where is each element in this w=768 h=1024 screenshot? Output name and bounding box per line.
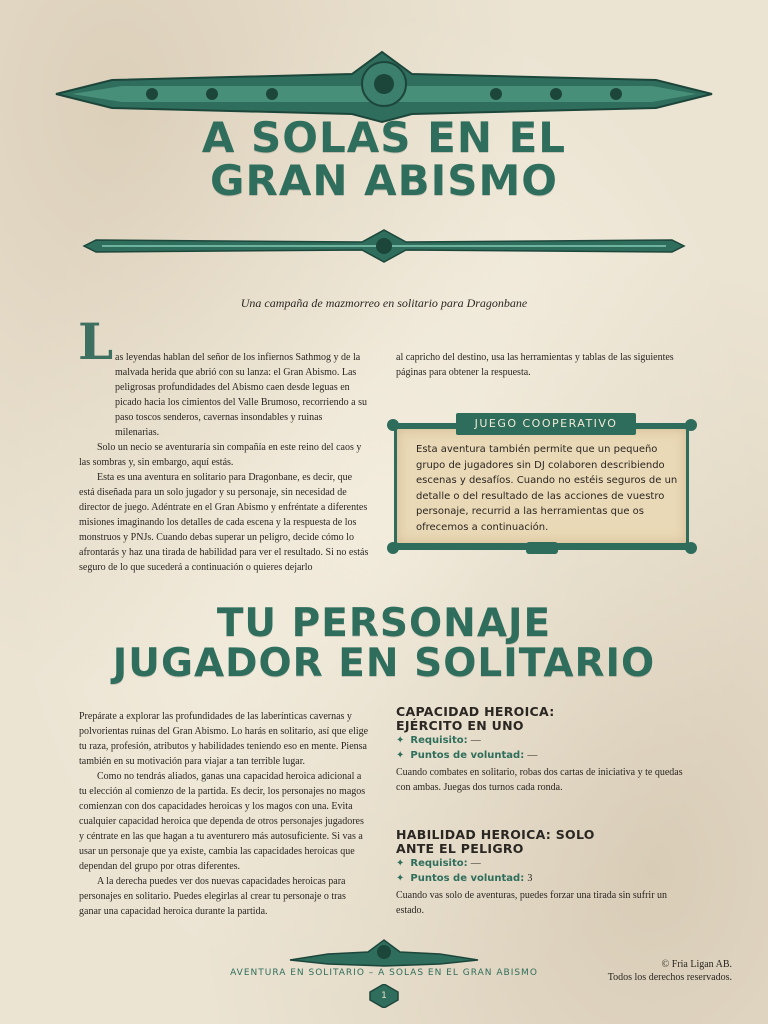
- coop-box-text: Esta aventura también permite que un pequeño grupo de jugadores sin DJ colaboren describiendo escenas y desafíos. Cuando no estéis seguros de un detalle o del resultado de las acciones de vuestro personaje, recurrid a las herramientas que os ofrecemos a continuación.: [416, 444, 678, 533]
- section-paragraph: A la derecha puedes ver dos nuevas capacidades heroicas para personajes en solitario. Puedes elegirlas al crear tu personaje o tras ganar una capacidad heroica durante la partida.: [79, 876, 346, 917]
- footer-ornament: [288, 938, 480, 968]
- ability-requirement: [396, 856, 696, 871]
- copyright-notice: [560, 958, 732, 984]
- page-title-line-1: A SOLAS EN EL: [201, 113, 567, 162]
- subtitle: Una campaña de mazmorreo en solitario para Dragonbane: [240, 296, 528, 310]
- page-title: [0, 113, 768, 205]
- heroic-ability-alone-against-danger: [396, 828, 696, 918]
- bullet-icon: ✦: [396, 735, 405, 746]
- ability-description: Cuando combates en solitario, robas dos cartas de iniciativa y te quedas con ambas. Juegas dos turnos cada ronda.: [396, 767, 683, 793]
- top-ornament: [52, 44, 716, 124]
- requirement-value: —: [470, 735, 481, 746]
- section-title-line-1: TU PERSONAJE: [216, 601, 552, 646]
- ability-title-line: ANTE EL PELIGRO: [396, 841, 524, 856]
- intro-column-2: al capricho del destino, usa las herramientas y tablas de las siguientes páginas para obtener la respuesta.: [396, 352, 674, 378]
- section-title: [0, 601, 768, 686]
- intro-paragraph: Solo un necio se aventuraría sin compañía en este reino del caos y las sombras y, sin embargo, aquí estás.: [79, 442, 362, 468]
- section-paragraph: Prepárate a explorar las profundidades de las laberínticas cavernas y polvorientas ruinas del Gran Abismo. Lo harás en solitario, así que elige tu raza, profesión, atributos y habilidades teniendo eso en mente. Piensa también en su motivación para viajar a tan terrible lugar.: [79, 711, 369, 767]
- coop-box-bottom-border-ornament: [386, 541, 698, 555]
- ability-willpower: [396, 748, 696, 763]
- title-divider-ornament: [82, 228, 686, 264]
- ability-title-line: HABILIDAD HEROICA: SOLO: [396, 827, 595, 842]
- ability-title: [396, 828, 696, 856]
- heroic-ability-army-of-one: [396, 705, 696, 795]
- coop-box-header: JUEGO COOPERATIVO: [456, 413, 636, 435]
- intro-paragraph: Esta es una aventura en solitario para Dragonbane, es decir, que está diseñada para un solo jugador y su personaje, sin necesidad de director de juego. Adéntrate en el Gran Abismo y enfréntate a diferentes misiones imaginando los detalles de cada escena y la respuesta de los monstruos y PNJs. Cuando debas superar un peligro, decide cómo lo afrontarás y haz una tirada de habilidad para ver el resultado. Si no estás seguro de lo que sucederá a continuación o quieres dejarlo: [79, 472, 369, 573]
- drop-cap: L: [78, 312, 114, 371]
- bullet-icon: ✦: [396, 750, 405, 761]
- page-number: 1: [381, 991, 387, 1001]
- willpower-value: —: [527, 750, 538, 761]
- running-footer-title: AVENTURA EN SOLITARIO – A SOLAS EN EL GRAN ABISMO: [230, 968, 538, 978]
- section-title-line-2: JUGADOR EN SOLITARIO: [112, 640, 656, 686]
- willpower-value: 3: [527, 873, 533, 884]
- willpower-label: Puntos de voluntad:: [410, 750, 525, 761]
- copyright-line: © Fria Ligan AB.: [661, 959, 732, 970]
- page-title-line-2: GRAN ABISMO: [210, 155, 558, 205]
- requirement-label: Requisito:: [410, 858, 468, 869]
- requirement-value: —: [470, 858, 481, 869]
- section-column-1: [79, 709, 369, 919]
- section-paragraph: Como no tendrás aliados, ganas una capacidad heroica adicional a tu elección al comienzo de la partida. Es decir, los personajes no magos comienzan con dos capacidades heroicas y los magos con una. Evita cualquier capacidad heroica que dependa de otros personajes jugadores y céntrate en las que hagan a tu aventurero más autosuficiente. Si vas a usar un personaje que ya existe, cambia las capacidades heroicas que dependan del grupo por otras diferentes.: [79, 771, 366, 872]
- ability-title-line: CAPACIDAD HEROICA:: [396, 704, 555, 719]
- bullet-icon: ✦: [396, 873, 405, 884]
- ability-title: [396, 705, 696, 733]
- ability-willpower: [396, 871, 696, 886]
- ability-title-line: EJÉRCITO EN UNO: [396, 718, 524, 733]
- intro-column-1: [79, 350, 369, 575]
- ability-description: Cuando vas solo de aventuras, puedes forzar una tirada sin sufrir un estado.: [396, 890, 668, 916]
- ability-requirement: [396, 733, 696, 748]
- bullet-icon: ✦: [396, 858, 405, 869]
- copyright-line: Todos los derechos reservados.: [607, 972, 732, 983]
- willpower-label: Puntos de voluntad:: [410, 873, 525, 884]
- intro-paragraph: as leyendas hablan del señor de los infiernos Sathmog y de la malvada herida que abrió con su lanza: el Gran Abismo. Las peligrosas profundidades del Abismo caen desde leguas en picado hacia los cimientos del Valle Brumoso, recorriendo a su paso toscos senderos, cavernas insondables y ruinas milenarias.: [115, 352, 367, 438]
- requirement-label: Requisito:: [410, 735, 468, 746]
